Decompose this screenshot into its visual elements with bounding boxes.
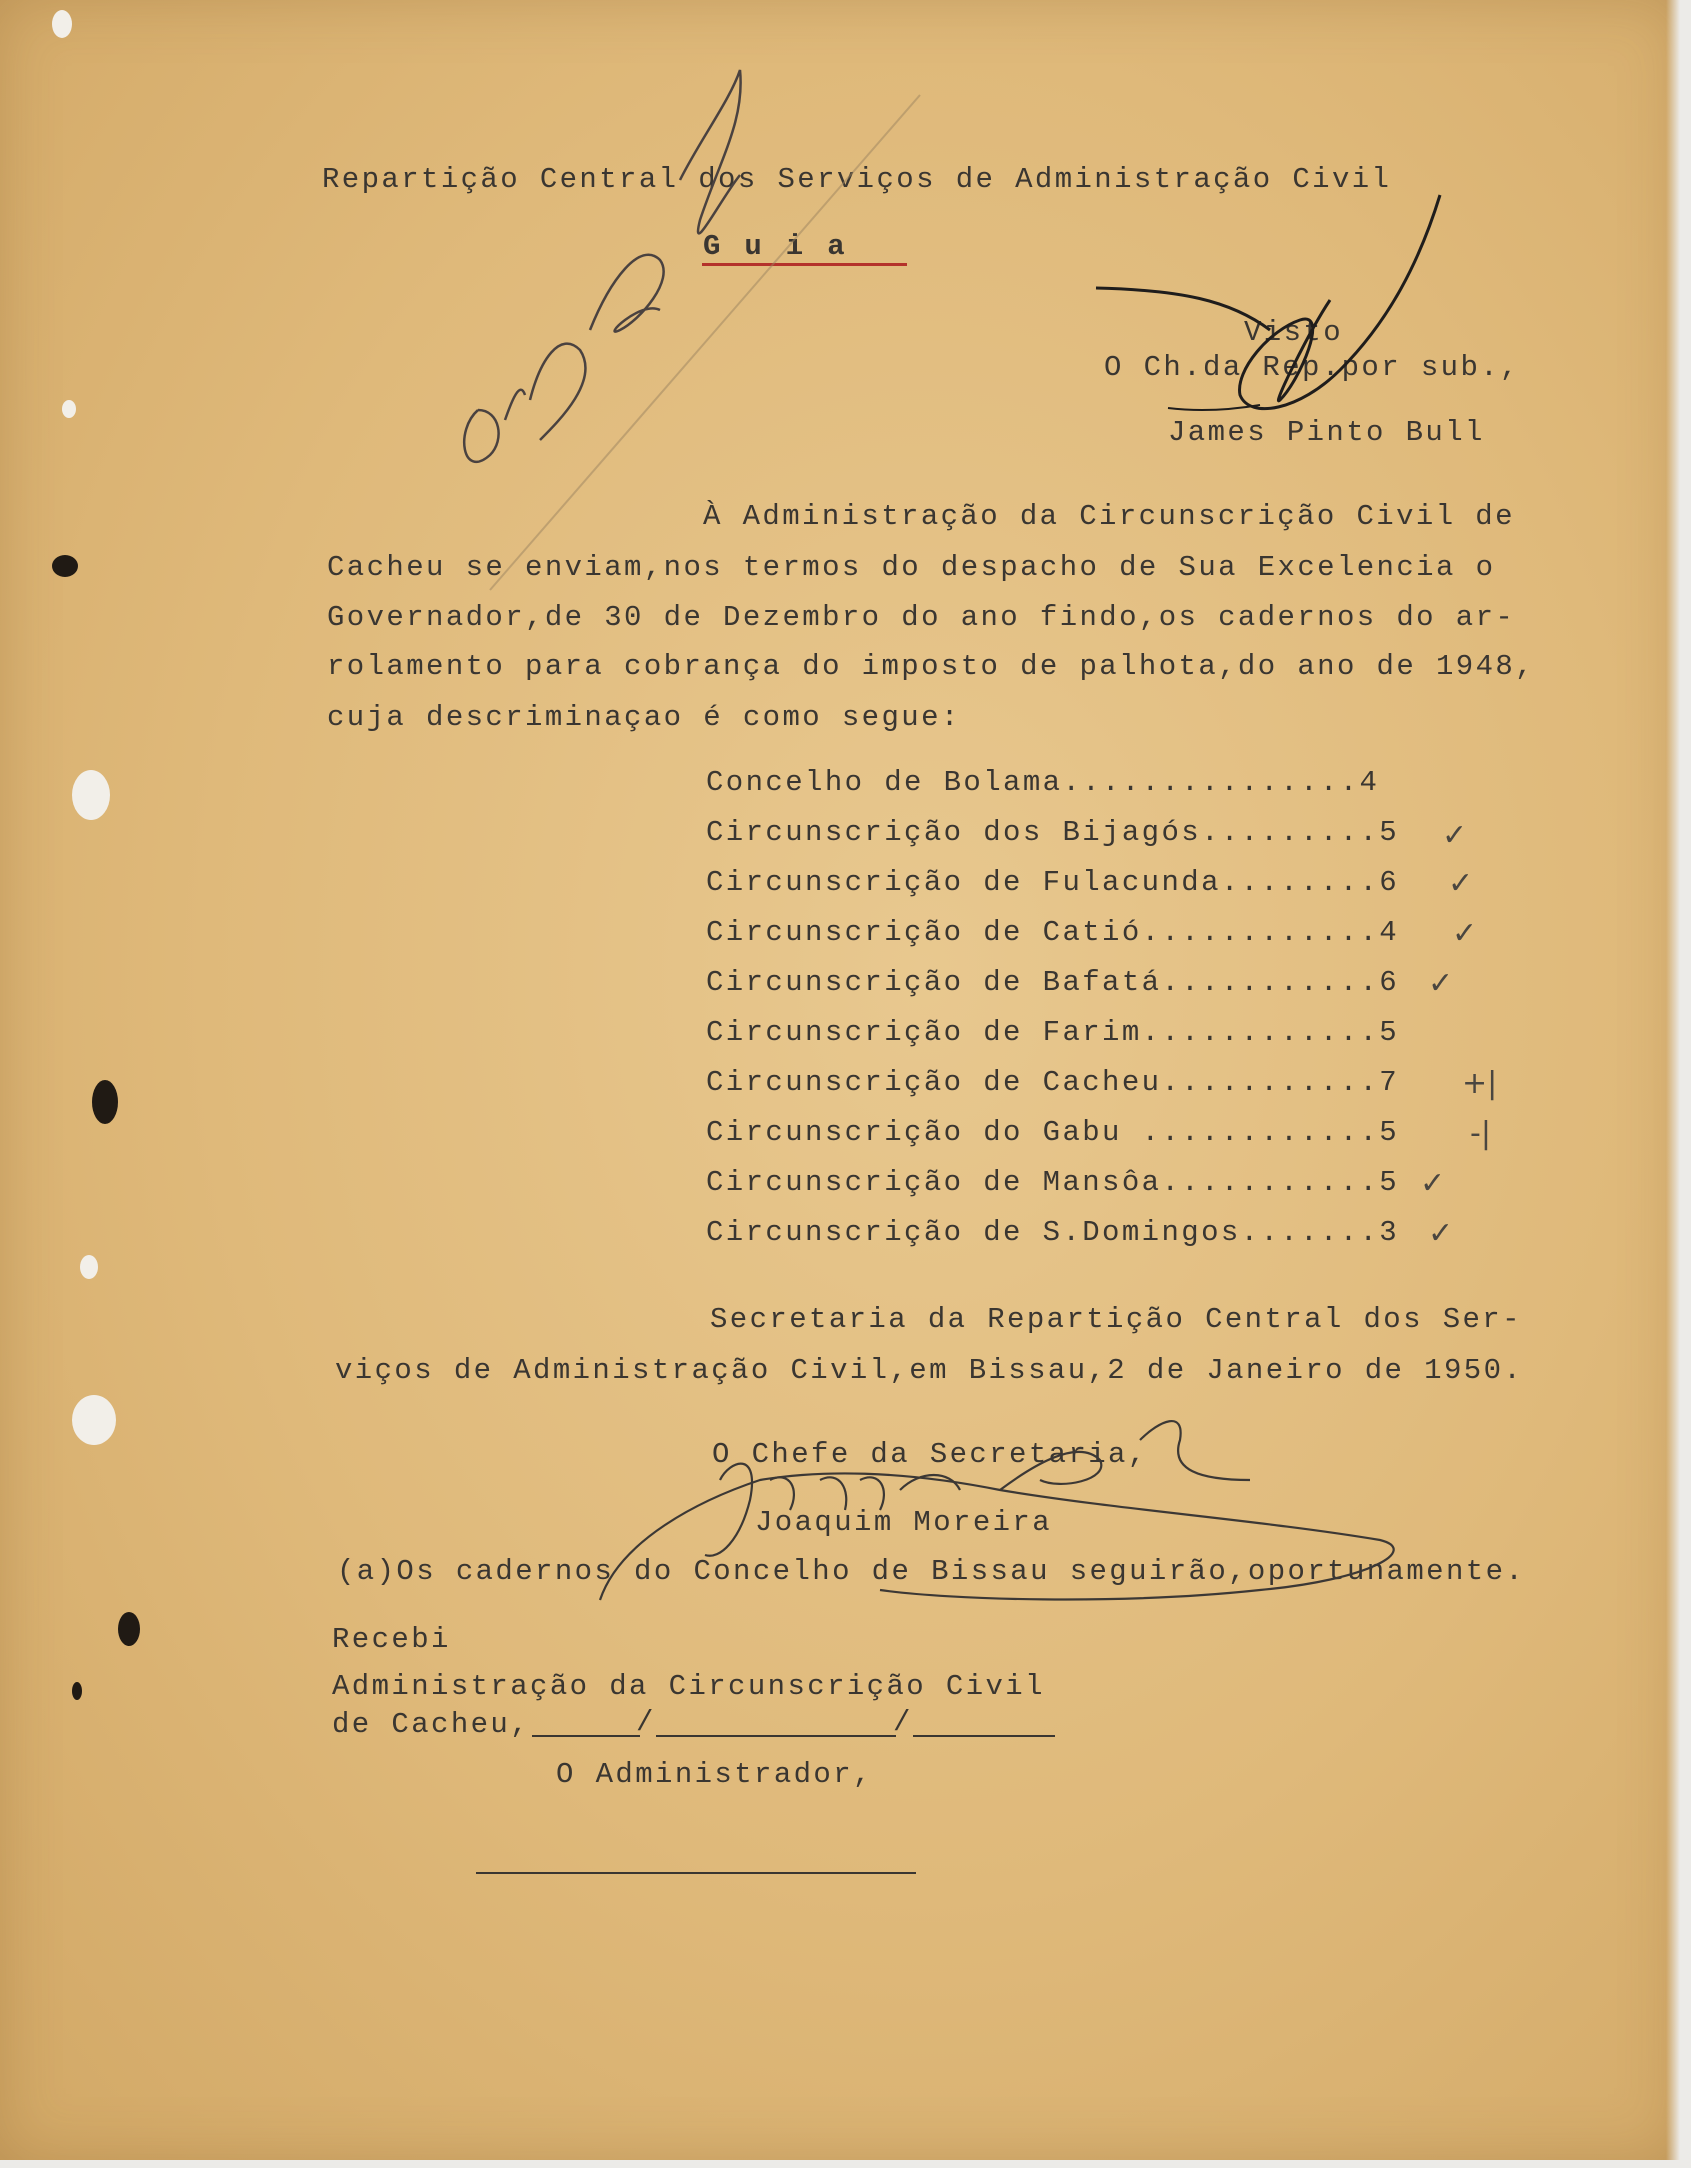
- date-slash: /: [893, 1706, 913, 1739]
- closing-line: viços de Administração Civil,em Bissau,2 de Janeiro de 1950.: [335, 1354, 1524, 1387]
- list-item: Circunscrição dos Bijagós.........5: [706, 816, 1400, 849]
- body-line: Cacheu se enviam,nos termos do despacho de Sua Excelencia o: [327, 551, 1496, 584]
- list-item: Circunscrição de Farim............5: [706, 1016, 1400, 1049]
- visto-label: Visto: [1244, 316, 1344, 349]
- list-item: Circunscrição de Cacheu...........7: [706, 1066, 1400, 1099]
- tick-mark: ✓: [1442, 818, 1468, 853]
- list-item: Circunscrição de S.Domingos.......3: [706, 1216, 1400, 1249]
- date-slash: /: [636, 1706, 656, 1739]
- tick-mark: ✓: [1428, 1216, 1454, 1251]
- footnote: (a)Os cadernos do Concelho de Bissau seguirão,oportunamente.: [337, 1555, 1526, 1588]
- tick-mark: ✓: [1428, 966, 1454, 1001]
- tick-mark: ✓: [1452, 916, 1478, 951]
- closing-line: Secretaria da Repartição Central dos Ser-: [710, 1303, 1522, 1336]
- tick-mark: -|: [1470, 1116, 1491, 1151]
- document-type-title: Guia: [703, 230, 869, 263]
- signature-title: O Chefe da Secretaria,: [712, 1438, 1148, 1471]
- body-line: Governador,de 30 de Dezembro do ano findo,os cadernos do ar-: [327, 601, 1516, 634]
- visto-name: James Pinto Bull: [1168, 416, 1485, 449]
- receipt-line: de Cacheu,: [332, 1708, 531, 1741]
- body-line: cuja descriminaçao é como segue:: [327, 701, 961, 734]
- list-item: Circunscrição de Fulacunda........6: [706, 866, 1400, 899]
- body-line: rolamento para cobrança do imposto de palhota,do ano de 1948,: [327, 650, 1535, 683]
- receipt-signer: O Administrador,: [556, 1758, 873, 1791]
- list-item: Circunscrição de Catió............4: [706, 916, 1400, 949]
- tick-mark: ✓: [1420, 1166, 1446, 1201]
- visto-office: O Ch.da Rep.por sub.,: [1104, 351, 1520, 384]
- list-item: Circunscrição do Gabu ............5: [706, 1116, 1400, 1149]
- office-heading: Repartição Central dos Serviços de Administração Civil: [322, 163, 1392, 196]
- list-item: Circunscrição de Bafatá...........6: [706, 966, 1400, 999]
- receipt-line: Administração da Circunscrição Civil: [332, 1670, 1045, 1703]
- tick-mark: ✓: [1448, 866, 1474, 901]
- receipt-label: Recebi: [332, 1623, 451, 1656]
- body-line: À Administração da Circunscrição Civil de: [703, 500, 1515, 533]
- signature-name: Joaquim Moreira: [755, 1506, 1053, 1539]
- list-item: Concelho de Bolama...............4: [706, 766, 1380, 799]
- list-item: Circunscrição de Mansôa...........5: [706, 1166, 1400, 1199]
- tick-mark: +|: [1462, 1066, 1498, 1101]
